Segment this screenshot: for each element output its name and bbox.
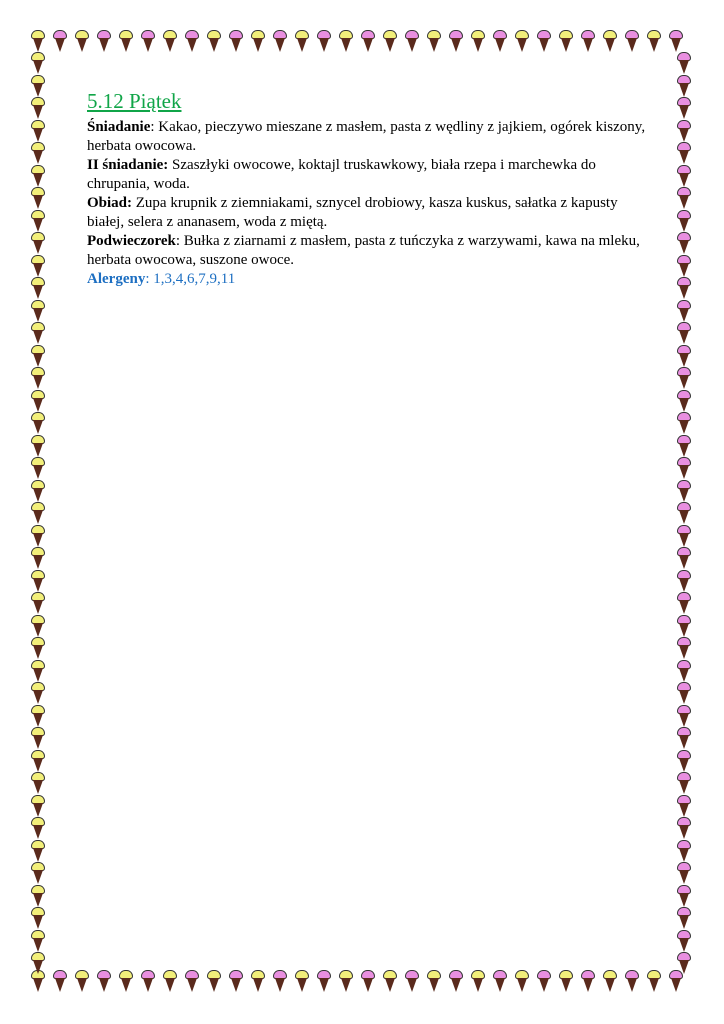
meal-label: Podwieczorek xyxy=(87,233,176,249)
ice-cream-cone-icon xyxy=(677,772,691,794)
ice-cream-cone-icon xyxy=(677,97,691,119)
ice-cream-cone-icon xyxy=(677,187,691,209)
ice-cream-cone-icon xyxy=(339,30,353,52)
ice-cream-cone-icon xyxy=(163,970,177,992)
ice-cream-cone-icon xyxy=(677,390,691,412)
ice-cream-cone-icon xyxy=(339,970,353,992)
ice-cream-cone-icon xyxy=(31,277,45,299)
ice-cream-cone-icon xyxy=(31,682,45,704)
ice-cream-cone-icon xyxy=(229,970,243,992)
ice-cream-cone-icon xyxy=(581,970,595,992)
ice-cream-cone-icon xyxy=(31,660,45,682)
ice-cream-cone-icon xyxy=(537,970,551,992)
ice-cream-cone-icon xyxy=(471,30,485,52)
ice-cream-cone-icon xyxy=(677,547,691,569)
ice-cream-cone-icon xyxy=(677,232,691,254)
ice-cream-cone-icon xyxy=(31,907,45,929)
ice-cream-cone-icon xyxy=(383,30,397,52)
ice-cream-cone-icon xyxy=(677,615,691,637)
ice-cream-cone-icon xyxy=(251,970,265,992)
ice-cream-cone-icon xyxy=(677,817,691,839)
meal-lunch xyxy=(87,194,647,232)
ice-cream-cone-icon xyxy=(677,412,691,434)
ice-cream-cone-icon xyxy=(581,30,595,52)
ice-cream-cone-icon xyxy=(493,30,507,52)
ice-cream-cone-icon xyxy=(53,970,67,992)
ice-cream-cone-icon xyxy=(669,30,683,52)
ice-cream-cone-icon xyxy=(207,970,221,992)
meal-separator: : xyxy=(175,233,184,249)
ice-cream-cone-icon xyxy=(295,970,309,992)
menu-content xyxy=(87,88,647,289)
ice-cream-cone-icon xyxy=(31,930,45,952)
ice-cream-cone-icon xyxy=(427,970,441,992)
ice-cream-cone-icon xyxy=(207,30,221,52)
ice-cream-cone-icon xyxy=(31,457,45,479)
ice-cream-cone-icon xyxy=(185,970,199,992)
ice-cream-cone-icon xyxy=(31,255,45,277)
ice-cream-cone-icon xyxy=(677,367,691,389)
ice-cream-cone-icon xyxy=(75,30,89,52)
ice-cream-cone-icon xyxy=(677,907,691,929)
ice-cream-cone-icon xyxy=(31,570,45,592)
ice-cream-cone-icon xyxy=(295,30,309,52)
ice-cream-cone-icon xyxy=(677,165,691,187)
ice-cream-cone-icon xyxy=(53,30,67,52)
ice-cream-cone-icon xyxy=(31,547,45,569)
ice-cream-cone-icon xyxy=(229,30,243,52)
ice-cream-cone-icon xyxy=(31,30,45,52)
meal-label: Śniadanie xyxy=(87,119,151,135)
ice-cream-cone-icon xyxy=(361,30,375,52)
ice-cream-cone-icon xyxy=(31,705,45,727)
ice-cream-cone-icon xyxy=(31,525,45,547)
ice-cream-cone-icon xyxy=(677,52,691,74)
ice-cream-cone-icon xyxy=(677,255,691,277)
ice-cream-cone-icon xyxy=(677,142,691,164)
ice-cream-cone-icon xyxy=(31,412,45,434)
meal-label: II śniadanie: xyxy=(87,157,169,173)
ice-cream-cone-icon xyxy=(31,592,45,614)
meal-text: Zupa krupnik z ziemniakami, sznycel drobiowy, kasza kuskus, sałatka z kapusty białej, selera z ananasem, woda z miętą. xyxy=(87,195,618,230)
ice-cream-cone-icon xyxy=(31,390,45,412)
ice-cream-cone-icon xyxy=(559,970,573,992)
ice-cream-cone-icon xyxy=(677,885,691,907)
ice-cream-cone-icon xyxy=(163,30,177,52)
allergens-line xyxy=(87,270,647,289)
ice-cream-cone-icon xyxy=(31,300,45,322)
ice-cream-cone-icon xyxy=(141,30,155,52)
ice-cream-cone-icon xyxy=(383,970,397,992)
ice-cream-cone-icon xyxy=(31,210,45,232)
ice-cream-cone-icon xyxy=(677,930,691,952)
page-title: 5.12 Piątek xyxy=(87,89,182,113)
ice-cream-cone-icon xyxy=(449,970,463,992)
ice-cream-cone-icon xyxy=(31,772,45,794)
ice-cream-cone-icon xyxy=(31,727,45,749)
ice-cream-cone-icon xyxy=(677,210,691,232)
ice-cream-cone-icon xyxy=(603,970,617,992)
ice-cream-cone-icon xyxy=(31,750,45,772)
meal-separator: : xyxy=(150,119,159,135)
ice-cream-cone-icon xyxy=(97,30,111,52)
ice-cream-cone-icon xyxy=(119,30,133,52)
ice-cream-cone-icon xyxy=(677,277,691,299)
ice-cream-cone-icon xyxy=(31,322,45,344)
ice-cream-cone-icon xyxy=(31,637,45,659)
ice-cream-cone-icon xyxy=(625,970,639,992)
ice-cream-cone-icon xyxy=(31,367,45,389)
ice-cream-cone-icon xyxy=(31,952,45,974)
ice-cream-cone-icon xyxy=(273,30,287,52)
ice-cream-cone-icon xyxy=(647,970,661,992)
ice-cream-cone-icon xyxy=(515,30,529,52)
ice-cream-cone-icon xyxy=(515,970,529,992)
allergens-value: 1,3,4,6,7,9,11 xyxy=(153,271,236,287)
ice-cream-cone-icon xyxy=(677,300,691,322)
ice-cream-cone-icon xyxy=(677,502,691,524)
ice-cream-cone-icon xyxy=(677,435,691,457)
ice-cream-cone-icon xyxy=(31,615,45,637)
ice-cream-cone-icon xyxy=(449,30,463,52)
ice-cream-cone-icon xyxy=(677,682,691,704)
ice-cream-cone-icon xyxy=(677,75,691,97)
ice-cream-cone-icon xyxy=(361,970,375,992)
ice-cream-cone-icon xyxy=(677,570,691,592)
ice-cream-cone-icon xyxy=(677,480,691,502)
meal-label: Obiad: xyxy=(87,195,133,211)
ice-cream-cone-icon xyxy=(677,705,691,727)
ice-cream-cone-icon xyxy=(31,165,45,187)
ice-cream-cone-icon xyxy=(647,30,661,52)
ice-cream-cone-icon xyxy=(317,970,331,992)
meal-afternoon-snack xyxy=(87,232,647,270)
ice-cream-cone-icon xyxy=(31,862,45,884)
ice-cream-cone-icon xyxy=(405,30,419,52)
meal-breakfast xyxy=(87,118,647,156)
ice-cream-cone-icon xyxy=(119,970,133,992)
allergens-separator: : xyxy=(145,271,154,287)
ice-cream-cone-icon xyxy=(677,457,691,479)
ice-cream-cone-icon xyxy=(677,660,691,682)
meal-second-breakfast xyxy=(87,156,647,194)
ice-cream-cone-icon xyxy=(677,862,691,884)
ice-cream-cone-icon xyxy=(31,480,45,502)
ice-cream-cone-icon xyxy=(31,840,45,862)
ice-cream-cone-icon xyxy=(31,817,45,839)
ice-cream-cone-icon xyxy=(405,970,419,992)
ice-cream-cone-icon xyxy=(31,187,45,209)
ice-cream-cone-icon xyxy=(493,970,507,992)
ice-cream-cone-icon xyxy=(427,30,441,52)
ice-cream-cone-icon xyxy=(273,970,287,992)
ice-cream-cone-icon xyxy=(677,120,691,142)
ice-cream-cone-icon xyxy=(31,142,45,164)
allergens-label: Alergeny xyxy=(87,271,146,287)
ice-cream-cone-icon xyxy=(141,970,155,992)
ice-cream-cone-icon xyxy=(31,435,45,457)
meal-text: Kakao, pieczywo mieszane z masłem, pasta z wędliny z jajkiem, ogórek kiszony, herbata owocowa. xyxy=(87,119,646,154)
ice-cream-cone-icon xyxy=(31,345,45,367)
ice-cream-cone-icon xyxy=(31,52,45,74)
ice-cream-cone-icon xyxy=(677,795,691,817)
ice-cream-cone-icon xyxy=(559,30,573,52)
ice-cream-cone-icon xyxy=(603,30,617,52)
ice-cream-cone-icon xyxy=(471,970,485,992)
ice-cream-cone-icon xyxy=(625,30,639,52)
ice-cream-cone-icon xyxy=(677,322,691,344)
ice-cream-cone-icon xyxy=(677,525,691,547)
ice-cream-cone-icon xyxy=(31,795,45,817)
ice-cream-cone-icon xyxy=(97,970,111,992)
meal-text: Szaszłyki owocowe, koktajl truskawkowy, biała rzepa i marchewka do chrupania, woda. xyxy=(87,157,596,192)
ice-cream-cone-icon xyxy=(537,30,551,52)
ice-cream-cone-icon xyxy=(677,952,691,974)
ice-cream-cone-icon xyxy=(677,345,691,367)
ice-cream-cone-icon xyxy=(677,727,691,749)
ice-cream-cone-icon xyxy=(31,502,45,524)
ice-cream-cone-icon xyxy=(31,885,45,907)
ice-cream-cone-icon xyxy=(31,97,45,119)
ice-cream-cone-icon xyxy=(75,970,89,992)
ice-cream-cone-icon xyxy=(251,30,265,52)
ice-cream-cone-icon xyxy=(317,30,331,52)
ice-cream-cone-icon xyxy=(677,750,691,772)
meal-text: Bułka z ziarnami z masłem, pasta z tuńczyka z warzywami, kawa na mleku, herbata owocowa, suszone owoce. xyxy=(87,233,640,268)
ice-cream-cone-icon xyxy=(677,840,691,862)
ice-cream-cone-icon xyxy=(31,120,45,142)
ice-cream-cone-icon xyxy=(677,637,691,659)
ice-cream-cone-icon xyxy=(185,30,199,52)
ice-cream-cone-icon xyxy=(31,75,45,97)
ice-cream-cone-icon xyxy=(677,592,691,614)
ice-cream-cone-icon xyxy=(31,232,45,254)
